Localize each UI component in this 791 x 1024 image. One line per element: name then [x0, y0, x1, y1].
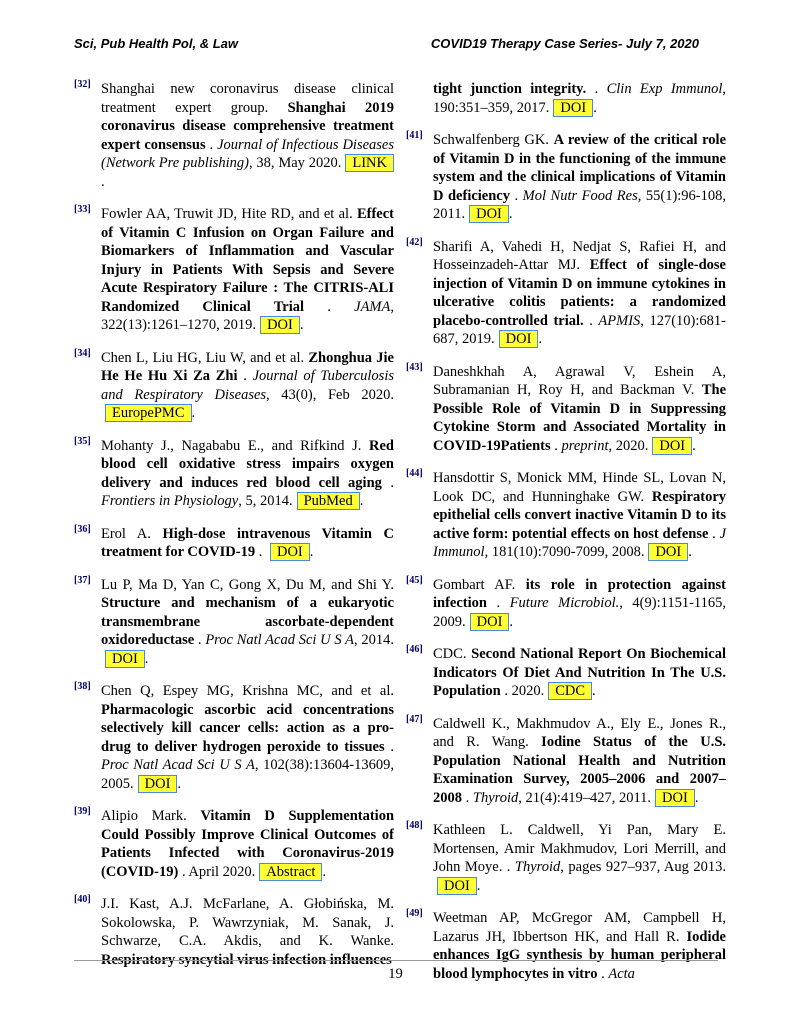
reference-authors: Gombart AF.	[433, 576, 526, 593]
reference-number: [42]	[406, 236, 423, 248]
reference-details: , 43(0), Feb 2020.	[266, 386, 394, 403]
reference-link-button[interactable]: LINK	[345, 154, 394, 172]
reference-number: [43]	[406, 361, 423, 373]
header-right: COVID19 Therapy Case Series- July 7, 2020	[430, 36, 699, 51]
reference-title: Respiratory epithelial cells convert inactive Vitamin D to its active form: potential effects on host defense	[433, 488, 726, 542]
reference-title: Respiratory syncytial virus infection influences	[101, 951, 392, 968]
reference-end: .	[692, 437, 696, 454]
reference-journal: Journal of Tuberculosis and Respiratory Diseases	[101, 368, 394, 403]
reference-item	[74, 807, 394, 881]
reference-separator: .	[178, 863, 189, 880]
reference-separator: .	[506, 859, 515, 875]
reference-title: Shanghai 2019 coronavirus disease comprehensive treatment expert consensus	[101, 99, 394, 153]
references-left-column	[74, 80, 394, 983]
reference-item	[74, 437, 394, 511]
reference-separator: .	[255, 544, 266, 560]
reference-end: .	[177, 775, 182, 792]
reference-title: High-dose intravenous Vitamin C treatment for COVID-19	[101, 525, 394, 560]
reference-separator: .	[708, 525, 720, 542]
reference-details: 2020.	[511, 683, 545, 699]
reference-title: The Possible Role of Vitamin D in Suppressing Cytokine Storm and Associated Mortality in COVID-19Patients	[433, 382, 726, 454]
reference-title: Zhonghua Jie He He Hu Xi Za Zhi	[101, 349, 394, 384]
reference-details: , 4(9):1151-1165, 2009.	[433, 595, 726, 630]
header-left: Sci, Pub Health Pol, & Law	[74, 36, 238, 51]
reference-authors: Shanghai new coronavirus disease clinical treatment expert group.	[101, 81, 394, 116]
reference-details: , 5, 2014.	[238, 493, 293, 509]
reference-item	[74, 205, 394, 335]
references-right-column	[406, 80, 726, 997]
reference-separator: .	[597, 965, 609, 982]
reference-details: , 2020.	[608, 437, 649, 454]
reference-separator: .	[586, 81, 607, 97]
reference-separator: .	[583, 312, 599, 329]
reference-separator: .	[384, 738, 394, 755]
reference-end: .	[322, 863, 327, 880]
reference-end: .	[191, 405, 196, 421]
reference-item	[74, 682, 394, 793]
reference-journal: Clin Exp Immunol	[606, 81, 723, 97]
reference-number: [37]	[74, 574, 91, 586]
reference-number: [46]	[406, 644, 423, 655]
reference-end: .	[688, 544, 692, 560]
reference-authors: Weetman AP, McGregor AM, Campbell H, Lazarus JH, Ibbertson HK, and Hall R.	[433, 910, 726, 945]
reference-separator: .	[205, 136, 218, 153]
reference-journal: Acta	[608, 965, 635, 982]
reference-link-button[interactable]: DOI	[655, 789, 695, 807]
reference-journal: JAMA	[354, 298, 391, 315]
reference-authors: Daneshkhah A, Agrawal V, Eshein A, Subramanian H, Roy H, and Backman V.	[433, 363, 726, 398]
reference-link-button[interactable]: DOI	[260, 316, 300, 334]
reference-40-continued	[406, 80, 726, 117]
reference-authors: Alipio Mark.	[101, 808, 201, 824]
reference-separator: .	[550, 437, 562, 454]
reference-item	[406, 576, 726, 632]
reference-authors: Kathleen L. Caldwell, Yi Pan, Mary E. Mortensen, Amir Makhmudov, Lori Merrill, and John Moye.	[433, 822, 726, 875]
reference-end: .	[538, 331, 543, 347]
page-number: 19	[388, 966, 403, 982]
reference-separator: .	[237, 368, 253, 384]
reference-link-button[interactable]: DOI	[553, 99, 593, 117]
reference-authors: Fowler AA, Truwit JD, Hite RD, and et al.	[101, 206, 357, 222]
reference-details: , 21(4):419–427, 2011.	[518, 789, 652, 806]
reference-end: .	[299, 317, 304, 333]
reference-item	[74, 349, 394, 423]
reference-authors: Schwalfenberg GK.	[433, 132, 554, 148]
reference-separator: .	[486, 595, 510, 611]
reference-title: Structure and mechanism of a eukaryotic transmembrane ascorbate-dependent oxidoreductase	[101, 595, 394, 648]
reference-separator: .	[510, 187, 523, 204]
reference-link-button[interactable]: DOI	[469, 205, 509, 223]
reference-separator: .	[194, 632, 206, 648]
reference-link-button[interactable]: DOI	[652, 437, 692, 455]
reference-number: [34]	[74, 347, 91, 359]
reference-details: , pages 927–937, Aug 2013.	[560, 859, 727, 875]
reference-number: [33]	[74, 204, 91, 215]
reference-number: [40]	[74, 894, 91, 905]
reference-number: [39]	[74, 806, 91, 817]
reference-link-button[interactable]: CDC	[548, 682, 592, 700]
reference-item	[406, 469, 726, 562]
reference-end: .	[101, 173, 105, 190]
reference-separator: .	[304, 298, 355, 315]
reference-title: Pharmacologic ascorbic acid concentrations selectively kill cancer cells: action as a pro-drug to deliver hydrogen peroxide to tissues	[101, 701, 394, 755]
reference-end: .	[508, 206, 513, 222]
reference-authors: Chen Q, Espey MG, Krishna MC, and et al.	[101, 683, 394, 699]
reference-journal: Thyroid	[472, 789, 519, 806]
reference-title: its role in protection against infection	[433, 576, 726, 611]
reference-authors: CDC.	[433, 646, 472, 662]
reference-authors: J.I. Kast, A.J. McFarlane, A. Głobińska, M. Sokolowska, P. Wawrzyniak, M. Sanak, J. Schwarze, C.A. Akdis, and K. Wanke.	[101, 896, 394, 949]
reference-journal: Proc Natl Acad Sci U S A	[101, 757, 255, 773]
reference-number: [32]	[74, 79, 91, 90]
reference-title: Iodide enhances IgG synthesis by human peripheral blood lymphocytes in vitro	[433, 928, 726, 982]
reference-title: Effect of Vitamin C Infusion on Organ Failure and Biomarkers of Inflammation and Vascular Injury in Patients With Sepsis and Severe Acute Respiratory Failure : The CITRIS-ALI Randomized Clinical Trial	[101, 206, 394, 315]
reference-title: Iodine Status of the U.S. Population National Health and Nutrition Examination Survey, 2005–2006 and 2007–2008	[433, 734, 727, 806]
reference-details: , 38, May 2020.	[249, 155, 342, 171]
reference-number: [45]	[406, 574, 423, 586]
reference-number: [41]	[406, 130, 423, 141]
reference-number: [38]	[74, 681, 91, 692]
reference-details: April 2020.	[188, 863, 256, 880]
reference-journal: preprint	[561, 437, 609, 454]
reference-separator: .	[462, 789, 473, 806]
reference-details: , 127(10):681-687, 2019.	[433, 312, 726, 347]
reference-number: [49]	[406, 908, 423, 919]
reference-item	[74, 895, 394, 969]
reference-authors: Hansdottir S, Monick MM, Hinde SL, Lovan N, Look DC, and Hunninghake GW.	[433, 470, 726, 505]
reference-details: , 55(1):96-108, 2011.	[433, 187, 727, 222]
reference-journal: Mol Nutr Food Res	[522, 187, 638, 204]
reference-end: .	[309, 544, 314, 560]
reference-link-button[interactable]: DOI	[499, 330, 539, 348]
reference-item	[406, 821, 726, 895]
reference-title: tight junction integrity.	[433, 81, 587, 97]
reference-item	[74, 80, 394, 191]
reference-link-button[interactable]: PubMed	[297, 492, 360, 510]
reference-link-button[interactable]: DOI	[648, 543, 688, 561]
reference-title: Second National Report On Biochemical Indicators Of Diet And Nutrition In The U.S. Population	[433, 646, 726, 699]
reference-journal: J Immunol	[433, 525, 726, 560]
reference-separator: .	[500, 683, 512, 699]
reference-title: Red blood cell oxidative stress impairs oxygen delivery and induces red blood cell aging	[101, 437, 394, 491]
reference-details: , 2014.	[354, 632, 394, 648]
reference-details: , 102(38):13604-13609, 2005.	[101, 757, 394, 792]
reference-item	[406, 363, 726, 456]
reference-journal: Frontiers in Physiology	[101, 493, 239, 509]
reference-authors: Chen L, Liu HG, Liu W, and et al.	[101, 349, 309, 366]
reference-journal: APMIS	[598, 312, 641, 329]
reference-title: Effect of single-dose injection of Vitamin D on immune cytokines in ulcerative colitis patients: a randomized placebo-controlled trial.	[433, 257, 726, 329]
reference-number: [35]	[74, 435, 91, 447]
reference-item	[406, 131, 726, 224]
reference-link-button[interactable]: DOI	[138, 775, 178, 793]
footer-rule	[74, 960, 718, 961]
reference-authors: Caldwell K., Makhmudov A., Ely E., Jones R., and R. Wang.	[433, 715, 726, 750]
reference-authors: Sharifi A, Vahedi H, Nedjat S, Rafiei H, and Hosseinzadeh-Attar MJ.	[433, 238, 726, 273]
reference-details: , 322(13):1261–1270, 2019.	[101, 298, 394, 333]
reference-item	[74, 576, 394, 669]
reference-end: .	[476, 877, 481, 894]
reference-end: .	[509, 613, 514, 630]
reference-item	[406, 645, 726, 701]
reference-item	[406, 715, 726, 808]
reference-journal: Thyroid	[514, 859, 561, 875]
reference-link-button[interactable]: DOI	[270, 543, 310, 561]
reference-end: .	[593, 99, 597, 116]
reference-separator: .	[381, 474, 394, 491]
reference-journal: Future Microbiol.	[509, 595, 620, 611]
reference-link-button[interactable]: DOI	[105, 650, 145, 668]
reference-link-button[interactable]: DOI	[437, 877, 477, 895]
reference-end: .	[592, 683, 596, 699]
reference-number: [47]	[406, 713, 423, 725]
reference-number: [48]	[406, 820, 423, 831]
reference-authors: Erol A.	[101, 525, 163, 542]
reference-number: [44]	[406, 468, 423, 479]
reference-authors: Mohanty J., Nagababu E., and Rifkind J.	[101, 437, 370, 454]
reference-details: , 181(10):7090-7099, 2008.	[484, 544, 645, 560]
reference-link-button[interactable]: DOI	[470, 613, 510, 631]
reference-link-button[interactable]: Abstract	[259, 863, 322, 881]
reference-title: Vitamin D Supplementation Could Possibly Improve Clinical Outcomes of Patients Infected with Coronavirus-2019 (COVID-19)	[101, 808, 395, 880]
reference-number: [36]	[74, 523, 91, 535]
reference-end: .	[359, 493, 364, 509]
reference-end: .	[694, 789, 699, 806]
reference-end: .	[144, 650, 149, 667]
reference-item	[406, 238, 726, 349]
reference-authors: Lu P, Ma D, Yan C, Gong X, Du M, and Shi Y.	[101, 576, 394, 593]
reference-journal: Journal of Infectious Diseases (Network Pre publishing)	[101, 136, 394, 171]
reference-item	[74, 525, 394, 562]
reference-title: A review of the critical role of Vitamin D in the functioning of the immune system and the clinical implications of Vitamin D deficiency	[433, 132, 726, 204]
reference-link-button[interactable]: EuropePMC	[105, 404, 192, 422]
reference-details: , 190:351–359, 2017.	[433, 81, 726, 116]
reference-journal: Proc Natl Acad Sci U S A	[205, 632, 354, 648]
